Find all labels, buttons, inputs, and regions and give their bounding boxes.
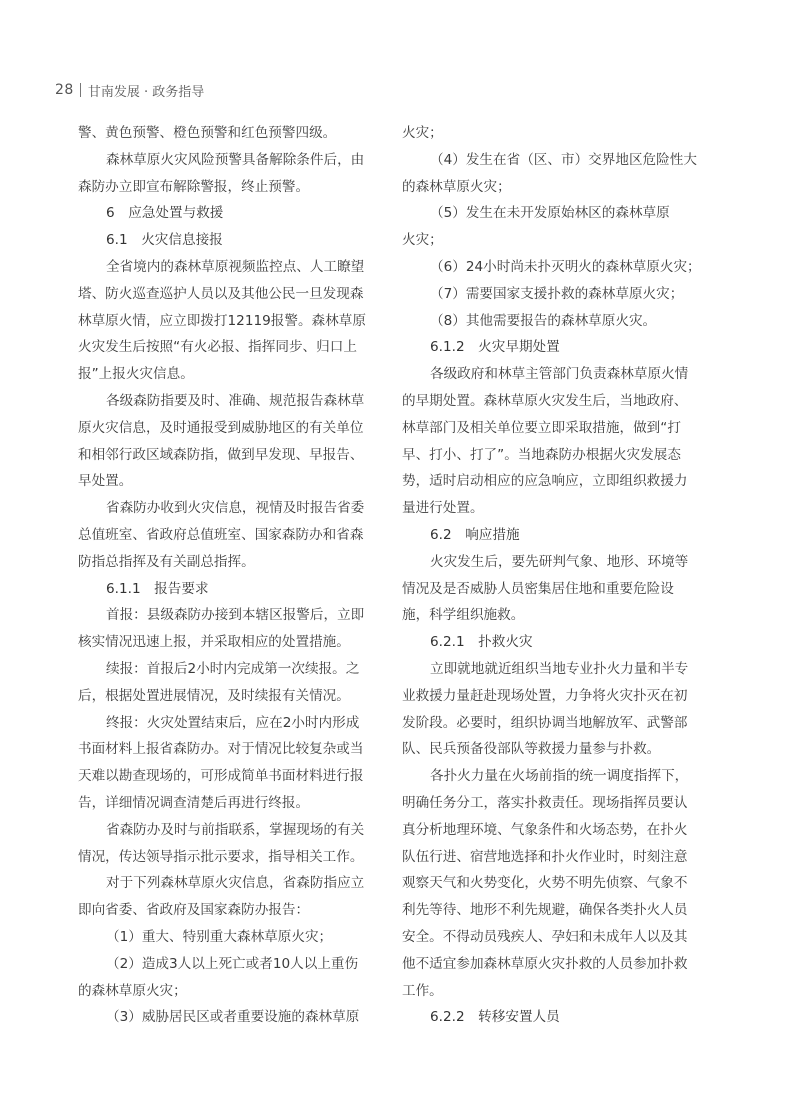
text-line: 火灾； <box>402 232 443 249</box>
text-line: 立即就地就近组织当地专业扑火力量和半专 <box>430 660 689 677</box>
section-heading-line: 6.1.1 报告要求 <box>106 580 209 597</box>
left-column <box>78 120 378 1031</box>
text-line: 对于下列森林草原火灾信息，省森防指应立 <box>106 875 365 892</box>
page-header <box>55 79 204 101</box>
text-line: 和相邻行政区域森防指，做到早发现、早报告、 <box>78 446 364 463</box>
text-line: 的森林草原火灾； <box>402 178 511 195</box>
text-line: 安全。不得动员残疾人、孕妇和未成年人以及其 <box>402 928 688 945</box>
text-line: （1）重大、特别重大森林草原火灾； <box>106 928 333 945</box>
text-line: 早处置。 <box>78 473 133 490</box>
section-heading-line: 6 应急处置与救援 <box>106 205 224 222</box>
text-line: 后，根据处置进展情况，及时续报有关情况。 <box>78 687 350 704</box>
text-line: （8）其他需要报告的森林草原火灾。 <box>430 312 657 329</box>
text-line: 利先等待、地形不利先规避，确保各类扑火人员 <box>402 902 688 919</box>
text-line: （6）24小时尚未扑灭明火的森林草原火灾； <box>430 258 701 275</box>
text-line: 警、黄色预警、橙色预警和红色预警四级。 <box>78 125 337 141</box>
text-line: 告，详细情况调查清楚后再进行终报。 <box>78 794 310 811</box>
text-line: 队伍行进、宿营地选择和扑火作业时，时刻注意 <box>402 848 688 865</box>
text-line: 工作。 <box>402 982 443 999</box>
text-line: 报”上报火灾信息。 <box>78 366 194 383</box>
section-heading-line: 6.2 响应措施 <box>430 526 520 543</box>
text-line: 发阶段。必要时，组织协调当地解放军、武警部 <box>402 714 688 731</box>
text-line: 书面材料上报省森防办。对于情况比较复杂或当 <box>78 741 364 758</box>
text-line: 原火灾信息，及时通报受到威胁地区的有关单位 <box>78 419 364 436</box>
text-line: 防指总指挥及有关副总指挥。 <box>78 553 255 570</box>
section-heading-line: 6.2.1 扑救火灾 <box>430 634 533 651</box>
page-number: 28 <box>55 82 74 98</box>
text-line: 情况，传达领导指示批示要求，指导相关工作。 <box>78 848 364 865</box>
text-line: 的早期处置。森林草原火灾发生后，当地政府、 <box>402 392 688 409</box>
text-line: 林草部门及相关单位要立即采取措施，做到“打 <box>402 419 681 436</box>
text-line: 各扑火力量在火场前指的统一调度指挥下， <box>430 768 689 785</box>
text-line: 森林草原火灾风险预警具备解除条件后，由 <box>106 151 365 168</box>
section-heading-line: 6.2.2 转移安置人员 <box>430 1009 560 1026</box>
text-line: 核实情况迅速上报，并采取相应的处置措施。 <box>78 634 350 651</box>
header-divider <box>80 83 81 97</box>
text-line: 观察天气和火势变化，火势不明先侦察、气象不 <box>402 875 688 892</box>
text-line: 省森防办及时与前指联系，掌握现场的有关 <box>106 821 365 838</box>
section-heading-line: 6.1 火灾信息接报 <box>106 232 223 249</box>
text-line: 他不适宜参加森林草原火灾扑救的人员参加扑救 <box>402 955 688 972</box>
text-line: 情况及是否威胁人员密集居住地和重要危险设 <box>402 580 674 597</box>
text-line: 施，科学组织施救。 <box>402 607 525 624</box>
text-line: 业救援力量赶赴现场处置，力争将火灾扑灭在初 <box>402 687 688 704</box>
text-line: 势，适时启动相应的应急响应，立即组织救援力 <box>402 473 688 490</box>
text-line: 的森林草原火灾； <box>78 982 187 999</box>
text-line: 各级森防指要及时、准确、规范报告森林草 <box>106 392 365 409</box>
section-heading-line: 6.1.2 火灾早期处置 <box>430 339 560 356</box>
text-line: 队、民兵预备役部队等救援力量参与扑救。 <box>402 741 661 758</box>
text-line: 量进行处置。 <box>402 500 484 517</box>
text-line: 塔、防火巡查巡护人员以及其他公民一旦发现森 <box>78 285 364 302</box>
text-line: 明确任务分工，落实扑救责任。现场指挥员要认 <box>402 794 688 811</box>
right-column <box>402 120 702 1031</box>
text-line: 终报：火灾处置结束后，应在2小时内形成 <box>106 714 360 731</box>
text-line: （5）发生在未开发原始林区的森林草原 <box>430 205 670 222</box>
text-line: 省森防办收到火灾信息，视情及时报告省委 <box>106 500 365 517</box>
text-line: 全省境内的森林草原视频监控点、人工瞭望 <box>106 258 365 275</box>
text-line: 火灾； <box>402 125 443 141</box>
text-line: 总值班室、省政府总值班室、国家森防办和省森 <box>78 526 364 543</box>
text-line: 各级政府和林草主管部门负责森林草原火情 <box>430 366 689 383</box>
text-line: （3）威胁居民区或者重要设施的森林草原 <box>106 1009 360 1026</box>
text-line: 林草原火情，应立即拨打12119报警。森林草原 <box>78 312 366 329</box>
text-line: 火灾发生后，要先研判气象、地形、环境等 <box>430 553 689 570</box>
text-line: 火灾发生后按照“有火必报、指挥同步、归口上 <box>78 339 357 356</box>
text-line: 天难以勘查现场的，可形成简单书面材料进行报 <box>78 768 364 785</box>
text-line: 森防办立即宣布解除警报，终止预警。 <box>78 178 310 195</box>
text-line: 早、打小、打了”。当地森防办根据火灾发展态 <box>402 446 681 463</box>
text-line: （2）造成3人以上死亡或者10人以上重伤 <box>106 955 359 972</box>
text-line: 续报：首报后2小时内完成第一次续报。之 <box>106 660 360 677</box>
running-title: 甘南发展 · 政务指导 <box>87 84 205 100</box>
text-line: 首报：县级森防办接到本辖区报警后，立即 <box>106 607 365 624</box>
text-line: 即向省委、省政府及国家森防办报告： <box>78 902 310 919</box>
text-line: （7）需要国家支援扑救的森林草原火灾； <box>430 285 684 302</box>
text-line: （4）发生在省（区、市）交界地区危险性大 <box>430 151 697 168</box>
text-line: 真分析地理环境、气象条件和火场态势，在扑火 <box>402 821 688 838</box>
